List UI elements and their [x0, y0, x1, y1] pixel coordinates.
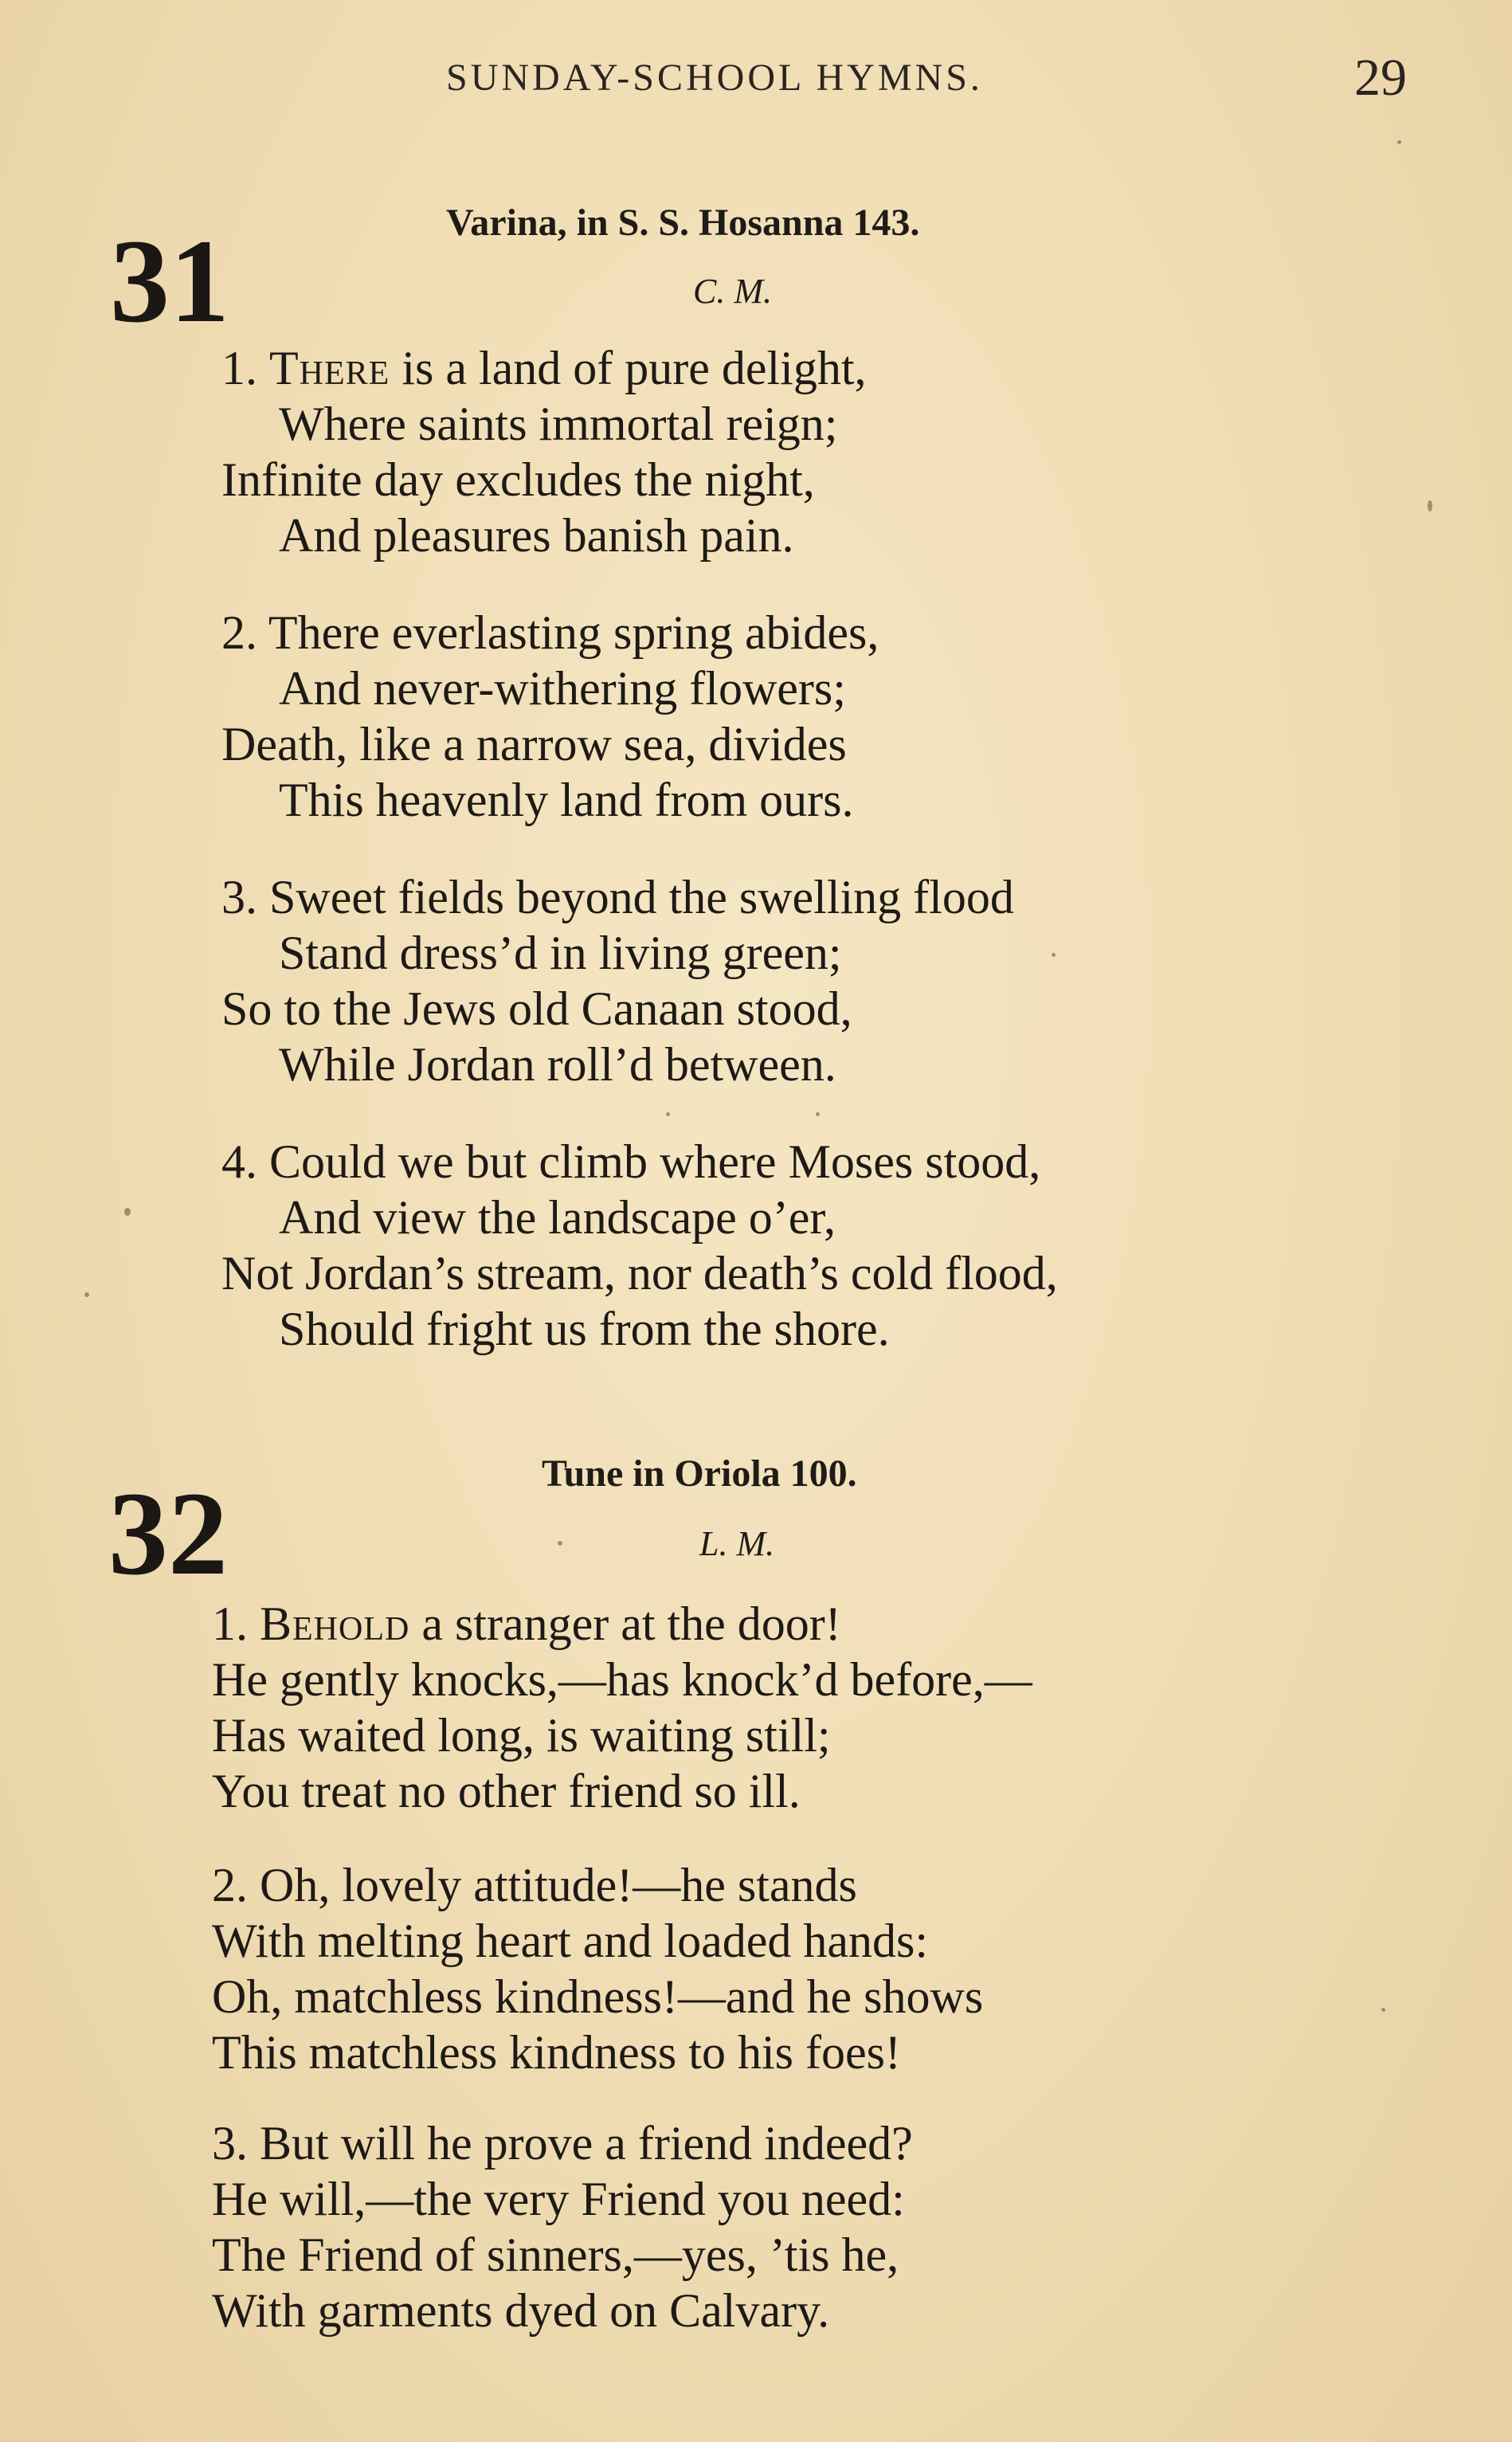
paper-speck	[1428, 500, 1432, 512]
stanza-lead-word: Behold	[260, 1597, 410, 1650]
verse-line: Has waited long, is waiting still;	[212, 1709, 831, 1762]
verse-line-rest: is a land of pure delight,	[390, 342, 867, 394]
stanza-lead-word: There	[269, 342, 390, 394]
stanza-number: 1.	[212, 1597, 248, 1650]
paper-speck	[84, 1292, 89, 1297]
paper-speck	[1397, 140, 1401, 144]
verse-line: The Friend of sinners,—yes, ’tis he,	[212, 2228, 899, 2281]
tune-reference: Tune in Oriola 100.	[542, 1452, 857, 1495]
verse-line: And never-withering flowers;	[279, 662, 846, 715]
tune-reference: Varina, in S. S. Hosanna 143.	[446, 202, 920, 244]
meter-label: L. M.	[699, 1524, 775, 1563]
verse-line: Not Jordan’s stream, nor death’s cold flood,	[221, 1247, 1058, 1299]
verse-line: With melting heart and loaded hands:	[212, 1915, 929, 1967]
verse-line: And view the landscape o’er,	[279, 1191, 836, 1244]
paper-speck	[558, 1541, 562, 1546]
verse-line: 3. Sweet fields beyond the swelling flood	[221, 871, 1014, 923]
verse-line	[212, 1597, 841, 1650]
verse-line: Infinite day excludes the night,	[221, 453, 815, 506]
verse-line: This matchless kindness to his foes!	[212, 2026, 901, 2079]
hymn-number: 31	[110, 215, 229, 347]
verse-line: 2. There everlasting spring abides,	[221, 606, 879, 659]
running-head: SUNDAY-SCHOOL HYMNS.	[446, 57, 983, 99]
verse-line: You treat no other friend so ill.	[212, 1765, 801, 1817]
verse-line: Should fright us from the shore.	[279, 1303, 890, 1355]
verse-line: Where saints immortal reign;	[279, 398, 838, 450]
verse-line	[221, 344, 867, 392]
verse-line: With garments dyed on Calvary.	[212, 2284, 830, 2337]
verse-line: He gently knocks,—has knock’d before,—	[212, 1653, 1032, 1706]
paper-speck	[816, 1112, 820, 1116]
verse-line: So to the Jews old Canaan stood,	[221, 982, 852, 1035]
verse-line-rest: a stranger at the door!	[409, 1597, 841, 1650]
paper-speck	[124, 1208, 131, 1216]
verse-line: Stand dress’d in living green;	[279, 927, 842, 979]
verse-line: And pleasures banish pain.	[279, 509, 794, 562]
page-number: 29	[1354, 49, 1407, 107]
verse-line: Oh, matchless kindness!—and he shows	[212, 1970, 984, 2023]
stanza-number: 1.	[221, 342, 257, 394]
hymn-number: 32	[108, 1468, 228, 1600]
verse-line: 3. But will he prove a friend indeed?	[212, 2117, 913, 2170]
verse-line: 4. Could we but climb where Moses stood,	[221, 1135, 1041, 1188]
verse-line: This heavenly land from ours.	[279, 774, 854, 826]
paper-speck	[666, 1112, 670, 1116]
paper-speck	[1381, 2008, 1385, 2012]
verse-line: Death, like a narrow sea, divides	[221, 718, 847, 770]
verse-line: He will,—the very Friend you need:	[212, 2173, 905, 2225]
verse-line: 2. Oh, lovely attitude!—he stands	[212, 1859, 857, 1911]
verse-line: While Jordan roll’d between.	[279, 1038, 836, 1091]
meter-label: C. M.	[693, 272, 772, 311]
paper-speck	[1052, 953, 1056, 957]
